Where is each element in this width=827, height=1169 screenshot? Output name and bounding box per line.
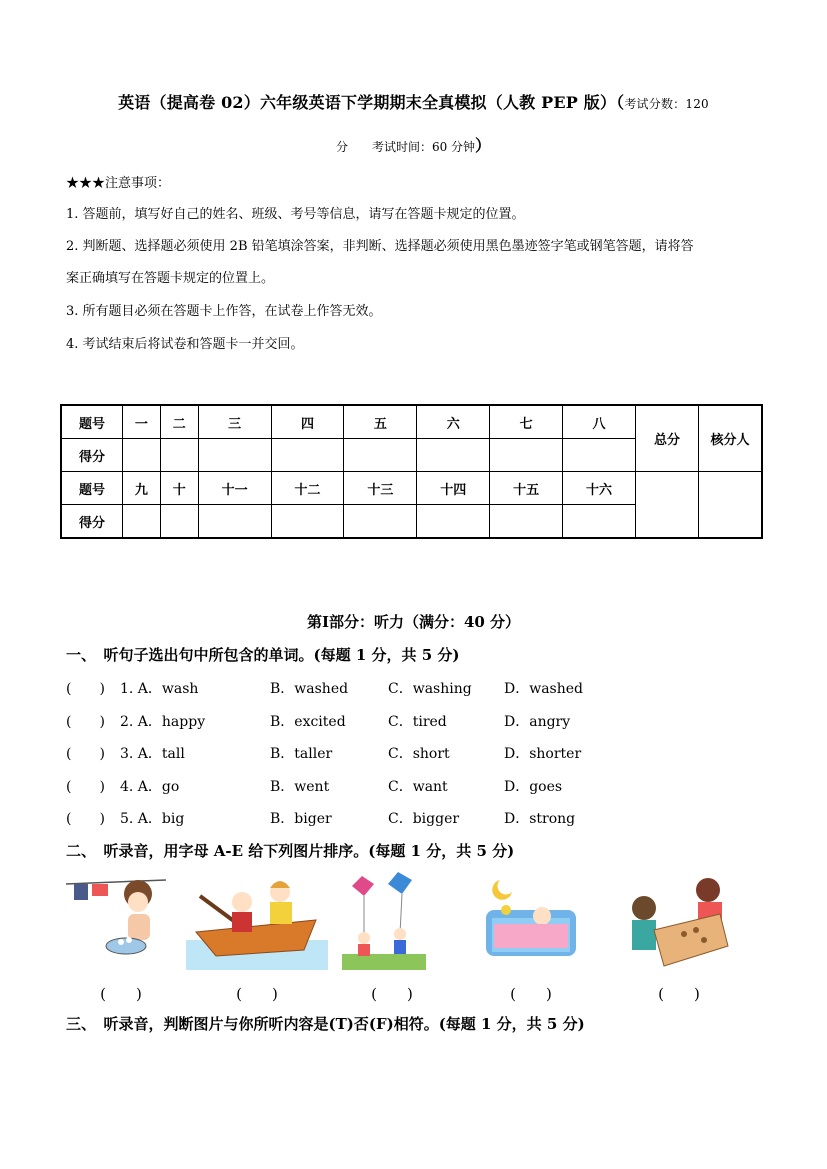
checker-cell[interactable] [699,472,763,539]
order-blank[interactable]: ( ) [371,985,413,1003]
score-table [60,404,763,539]
score-cell[interactable] [417,505,490,539]
option-b: B．washed [270,681,349,697]
option-d: D．shorter [504,746,582,762]
section-heading: 二、 听录音，用字母 A-E 给下列图片排序。(每题 1 分，共 5 分) [66,842,515,860]
table-header-cell: 十五 [490,472,563,505]
score-cell[interactable] [344,439,417,472]
table-label-score: 得分 [61,439,123,472]
answer-blank[interactable]: ( ) [66,811,105,827]
option-c: C．want [388,779,448,795]
score-cell[interactable] [563,439,636,472]
table-header-cell: 六 [417,405,490,439]
option-d: D．washed [504,681,584,697]
option-d: D．angry [504,714,571,730]
rowing-boat-picture [186,870,328,970]
order-blank[interactable]: ( ) [510,985,552,1003]
score-cell[interactable] [160,505,198,539]
table-header-cell: 四 [271,405,344,439]
playing-chess-picture [624,870,732,970]
table-total-label: 总分 [636,405,699,472]
section-heading: 一、 听句子选出句中所包含的单词。(每题 1 分，共 5 分) [66,646,460,664]
note-item: 2. 判断题、选择题必须使用 2B 铅笔填涂答案，非判断、选择题必须使用黑色墨迹签字笔或钢笔答题，请将答 [66,239,694,254]
sleeping-in-bed-picture [482,870,580,968]
total-score-cell[interactable] [636,472,699,539]
table-header-cell: 一 [123,405,161,439]
answer-blank[interactable]: ( ) [66,681,105,697]
answer-blank[interactable]: ( ) [66,714,105,730]
note-item: 案正确填写在答题卡规定的位置上。 [66,271,275,286]
table-header-cell: 十 [160,472,198,505]
score-cell[interactable] [198,439,271,472]
option-b: B．biger [270,811,332,827]
score-cell[interactable] [198,505,271,539]
table-label-number: 题号 [61,405,123,439]
note-item: 1. 答题前，填写好自己的姓名、班级、考号等信息，请写在答题卡规定的位置。 [66,207,525,222]
option-b: B．went [270,779,330,795]
page-title [0,90,827,113]
option-d: D．strong [504,811,576,827]
table-header-cell: 三 [198,405,271,439]
score-cell[interactable] [490,439,563,472]
table-header-cell: 十三 [344,472,417,505]
washing-clothes-picture [66,870,170,962]
title-main: 英语（提高卷 02）六年级英语下学期期末全真模拟（人教 PEP 版）（ [118,93,625,112]
table-header-cell: 十二 [271,472,344,505]
note-item: 4. 考试结束后将试卷和答题卡一并交回。 [66,337,304,352]
option-a: 4. A．go [120,779,180,795]
table-header-cell: 二 [160,405,198,439]
notes-heading: ★★★注意事项： [66,176,171,191]
score-cell[interactable] [123,439,161,472]
option-c: C．bigger [388,811,460,827]
order-blank[interactable]: ( ) [100,985,142,1003]
table-header-cell: 十六 [563,472,636,505]
score-cell[interactable] [160,439,198,472]
option-d: D．goes [504,779,563,795]
title-score: 考试分数：120 [624,97,709,111]
score-cell[interactable] [271,505,344,539]
title-time: 分 考试时间：60 分钟 [335,140,476,154]
option-b: B．taller [270,746,333,762]
table-header-cell: 五 [344,405,417,439]
option-a: 2. A．happy [120,714,206,730]
option-a: 5. A．big [120,811,185,827]
table-label-number: 题号 [61,472,123,505]
table-header-cell: 九 [123,472,161,505]
title-close-paren: ） [475,136,492,155]
option-c: C．washing [388,681,472,697]
option-c: C．short [388,746,450,762]
score-cell[interactable] [417,439,490,472]
score-cell[interactable] [271,439,344,472]
option-c: C．tired [388,714,447,730]
option-a: 3. A．tall [120,746,185,762]
table-header-cell: 七 [490,405,563,439]
table-header-cell: 八 [563,405,636,439]
table-checker-label: 核分人 [699,405,763,472]
table-header-cell: 十四 [417,472,490,505]
score-cell[interactable] [344,505,417,539]
note-item: 3. 所有题目必须在答题卡上作答，在试卷上作答无效。 [66,304,382,319]
table-header-cell: 十一 [198,472,271,505]
answer-blank[interactable]: ( ) [66,746,105,762]
option-b: B．excited [270,714,346,730]
page-subtitle [0,133,827,156]
section-heading: 三、 听录音，判断图片与你所听内容是(T)否(F)相符。(每题 1 分，共 5 分) [66,1015,585,1033]
table-label-score: 得分 [61,505,123,539]
flying-kites-picture [342,870,426,970]
answer-blank[interactable]: ( ) [66,779,105,795]
score-cell[interactable] [563,505,636,539]
order-blank[interactable]: ( ) [658,985,700,1003]
part-title: 第Ⅰ部分：听力（满分：40 分） [306,613,521,631]
score-cell[interactable] [490,505,563,539]
order-blank[interactable]: ( ) [236,985,278,1003]
option-a: 1. A．wash [120,681,199,697]
score-cell[interactable] [123,505,161,539]
